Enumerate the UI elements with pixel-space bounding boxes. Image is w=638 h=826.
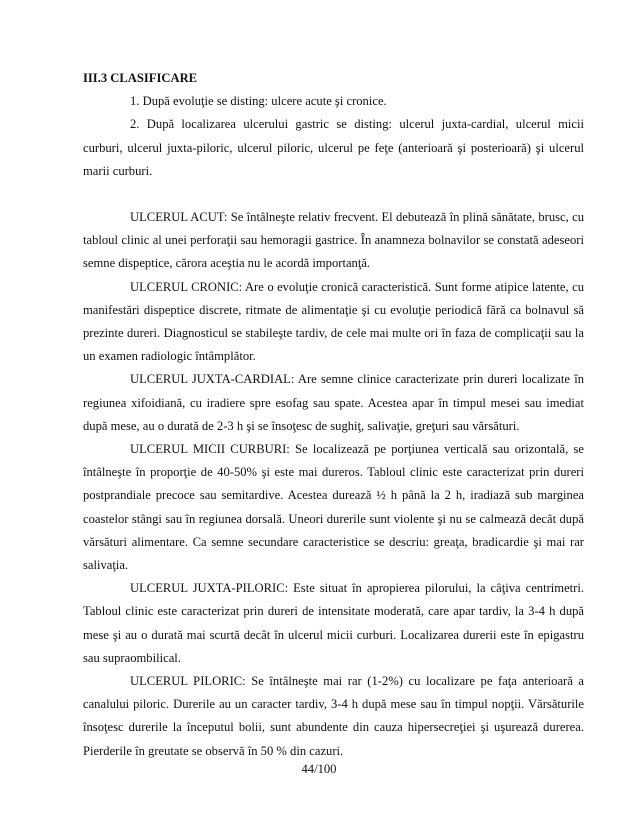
page-number: 44/100 bbox=[301, 762, 337, 776]
paragraph-classification-evolution: 1. După evoluţie se disting: ulcere acute şi cronice. bbox=[130, 94, 387, 109]
paragraph-pyloric-ulcer: ULCERUL PILORIC: Se întâlneşte mai rar (1-2%) cu localizare pe faţa anterioară a canalului piloric. Durerile au un caracter tardiv, 3-4 h după mese sau în timpul nopţii. Vărsăturile însoţesc durerile la începutul bolii, sunt abundente din cauza hipersecreţiei şi uşurează durerea. Pierderile în greutate se observă în 50 % din cazuri. bbox=[83, 674, 584, 758]
paragraph-chronic-ulcer: ULCERUL CRONIC: Are o evoluţie cronică caracteristică. Sunt forme atipice latente, cu manifestări dispeptice discrete, ritmate de alimentaţie şi cu evoluţie periodică fără ca bolnavul să prezinte dureri. Diagnosticul se stabileşte tardiv, de cele mai multe ori în faza de complicaţii sau la un examen radiologic întâmplător. bbox=[83, 279, 584, 364]
paragraph-acute-ulcer: ULCERUL ACUT: Se întâlneşte relativ frecvent. El debutează în plină sănătate, brusc, cu tabloul clinic al unei perforaţii sau hemoragii gastrice. În anamneza bolnavilor se constată adeseori semne dispeptice, cărora aceştia nu le acordă importanţă. bbox=[83, 210, 584, 271]
section-heading: III.3 CLASIFICARE bbox=[83, 71, 198, 85]
paragraph-lesser-curvature-ulcer: ULCERUL MICII CURBURI: Se localizează pe porţiunea verticală sau orizontală, se întâlneşte în proporţie de 40-50% şi este mai dureros. Tabloul clinic este caracterizat prin dureri postprandiale precoce sau semitardive. Acestea durează ½ h până la 2 h, iradiază sub marginea coastelor stângi sau în regiunea dorsală. Uneori durerile sunt violente şi nu se calmează decât după vărsături alimentare. Ca semne secundare caracteristice se descriu: greaţa, bradicardie şi mai rar salivaţia. bbox=[83, 442, 584, 573]
paragraph-classification-location: 2. După localizarea ulcerului gastric se disting: ulcerul juxta-cardial, ulcerul micii curburi, ulcerul juxta-piloric, ulcerul piloric, ulcerul pe feţe (anterioară şi posterioară) şi ulcerul marii curburi. bbox=[83, 117, 584, 178]
page-content bbox=[83, 67, 584, 763]
paragraph-gap bbox=[83, 183, 584, 206]
paragraph-juxta-cardial-ulcer: ULCERUL JUXTA-CARDIAL: Are semne clinice caracterizate prin dureri localizate în regiunea xifoidiană, cu iradiere spre esofag sau spate. Acestea apar în timpul mesei sau imediat după mese, au o durată de 2-3 h şi se însoţesc de sughiţ, salivaţie, greţuri sau vărsături. bbox=[83, 372, 584, 433]
paragraph-juxta-pyloric-ulcer: ULCERUL JUXTA-PILORIC: Este situat în apropierea pilorului, la câţiva centrimetri. Tabloul clinic este caracterizat prin dureri de intensitate moderată, care apar tardiv, la 3-4 h după mese şi au o durată mai scurtă decât în ulcerul micii curburi. Localizarea durerii este în epigastru sau supraombilical. bbox=[83, 581, 584, 665]
